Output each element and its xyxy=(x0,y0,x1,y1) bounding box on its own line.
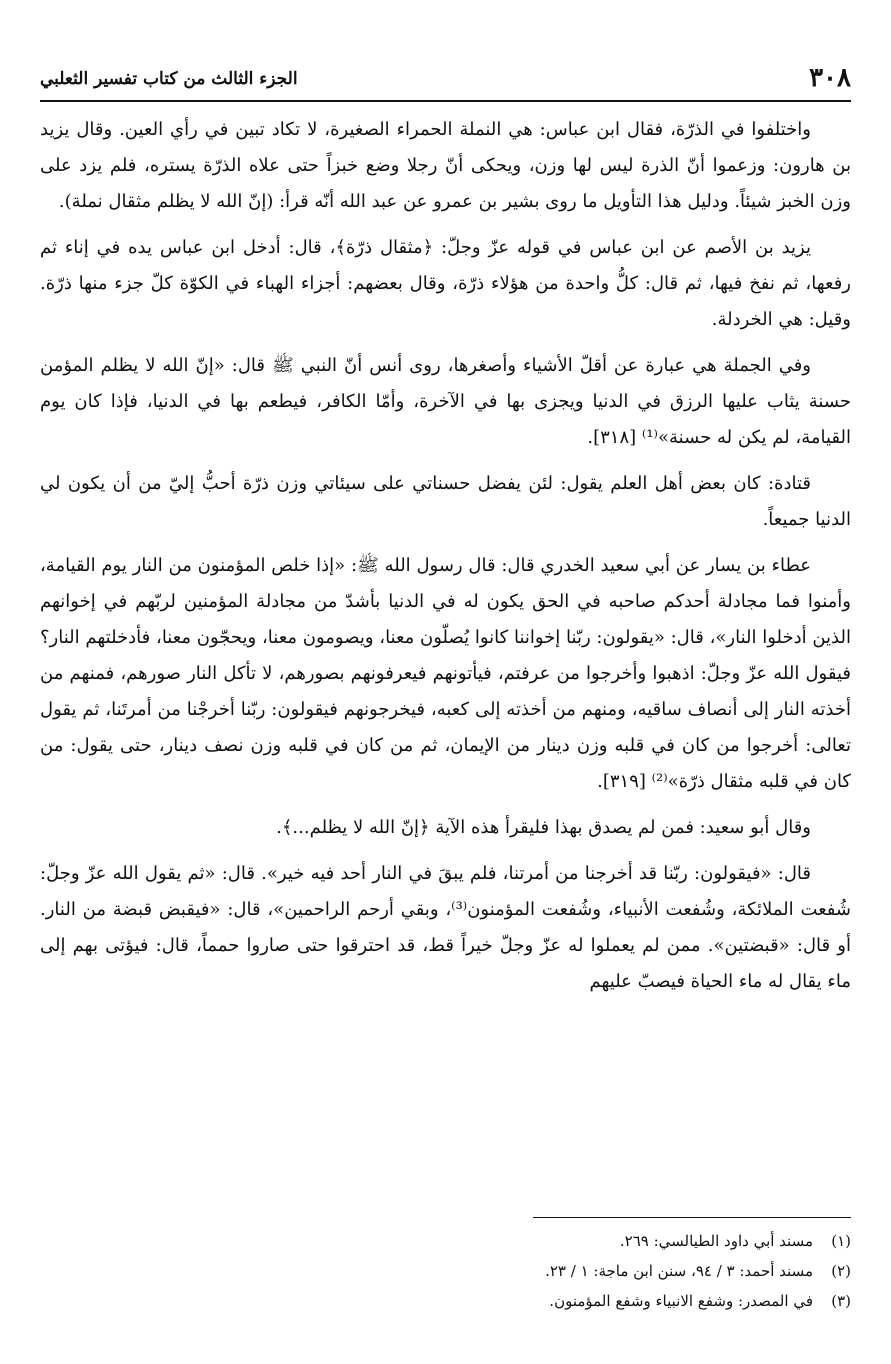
footnote-text: مسند أبي داود الطيالسي: ٢٦٩. xyxy=(619,1232,813,1250)
footnote-text: في المصدر: وشفع الانبياء وشفع المؤمنون. xyxy=(549,1292,813,1310)
footnote-text: مسند أحمد: ٣ / ٩٤، سنن ابن ماجة: ١ / ٢٣. xyxy=(545,1262,813,1280)
footnotes xyxy=(40,1226,851,1316)
footnote xyxy=(40,1286,851,1316)
main-text xyxy=(40,112,851,1010)
footnote-number: (٣) xyxy=(831,1292,851,1310)
paragraph: عطاء بن يسار عن أبي سعيد الخدري قال: قال رسول الله ﷺ: «إذا خلص المؤمنون من النار يوم القيامة، وأمنوا فما مجادلة أحدكم صاحبه في الحق يكون له في الدنيا بأشدّ من مجادلة المؤمنين لربّهم في إخوانهم الذين أدخلوا النار»، قال: «يقولون: ربّنا إخواننا كانوا يُصلّون معنا، ويصومون معنا، ويحجّون معنا، فأدخلتهم النار؟ فيقول الله عزّ وجلّ: اذهبوا وأخرجوا من عرفتم، فيأتونهم فيعرفونهم بصورهم، لا تأكل النار صورهم، فمنهم من أخذته النار إلى أنصاف ساقيه، ومنهم من أخذته إلى كعبه، فيخرجونهم فيقولون: ربّنا أخرجْنا من أمرتَنا، ثم يقول تعالى: أخرجوا من كان في قلبه وزن دينار من الإيمان، ثم من كان في قلبه وزن نصف دينار، حتى يقول: من كان في قلبه مثقال ذرّة»⁽²⁾ [٣١٩]. xyxy=(40,555,851,792)
footnote-number: (١) xyxy=(831,1232,851,1250)
paragraph: وقال أبو سعيد: فمن لم يصدق بهذا فليقرأ هذه الآية ﴿إنّ الله لا يظلم...﴾. xyxy=(276,817,811,838)
paragraph: قتادة: كان بعض أهل العلم يقول: لئن يفضل حسناتي على سيئاتي وزن ذرّة أحبُّ إليّ من أن يكون لي الدنيا جميعاً. xyxy=(40,473,851,530)
footnote xyxy=(40,1226,851,1256)
paragraph: واختلفوا في الذرّة، فقال ابن عباس: هي النملة الحمراء الصغيرة، لا تكاد تبين في رأي العين. وقال يزيد بن هارون: وزعموا أنّ الذرة ليس لها وزن، ويحكى أنّ رجلا وضع خبزاً حتى علاه الذرّة يستره، فلم يزد على وزن الخبز شيئاً. ودليل هذا التأويل ما روى بشير بن عمرو عن عبد الله أنّه قرأ: (إنّ الله لا يظلم مثقال نملة). xyxy=(40,119,851,212)
paragraph: يزيد بن الأصم عن ابن عباس في قوله عزّ وجلّ: ﴿مثقال ذرّة﴾، قال: أدخل ابن عباس يده في إناء ثم رفعها، ثم نفخ فيها، ثم قال: كلُّ واحدة من هؤلاء ذرّة، وقال بعضهم: أجزاء الهباء في الكوّة كلّ جزء منها ذرّة. وقيل: هي الخردلة. xyxy=(40,237,851,330)
running-title: الجزء الثالث من كتاب تفسير الثعلبي xyxy=(40,69,298,89)
footnote xyxy=(40,1256,851,1286)
page-number: ٣٠٨ xyxy=(809,63,851,93)
page-header xyxy=(40,60,851,102)
footnote-divider xyxy=(533,1217,851,1218)
paragraph: قال: «فيقولون: ربّنا قد أخرجنا من أمرتنا، فلم يبقَ في النار أحد فيه خير». قال: «ثم يقول الله عزّ وجلّ: شُفعت الملائكة، وشُفعت الأنبياء، وشُفعت المؤمنون⁽³⁾، وبقي أرحم الراحمين»، قال: «فيقبض قبضة من النار. أو قال: «قبضتين». ممن لم يعملوا له عزّ وجلّ خيراً قط، قد احترقوا حتى صاروا حمماً، قال: فيؤتى بهم إلى ماء يقال له ماء الحياة فيصبّ عليهم xyxy=(40,863,851,992)
paragraph: وفي الجملة هي عبارة عن أقلّ الأشياء وأصغرها، روى أنس أنّ النبي ﷺ قال: «إنّ الله لا يظلم المؤمن حسنة يثاب عليها الرزق في الدنيا ويجزى بها في الآخرة، وأمّا الكافر، فيطعم بها في الدنيا، فإذا كان يوم القيامة، لم يكن له حسنة»⁽¹⁾ [٣١٨]. xyxy=(40,355,851,448)
footnote-number: (٢) xyxy=(831,1262,851,1280)
